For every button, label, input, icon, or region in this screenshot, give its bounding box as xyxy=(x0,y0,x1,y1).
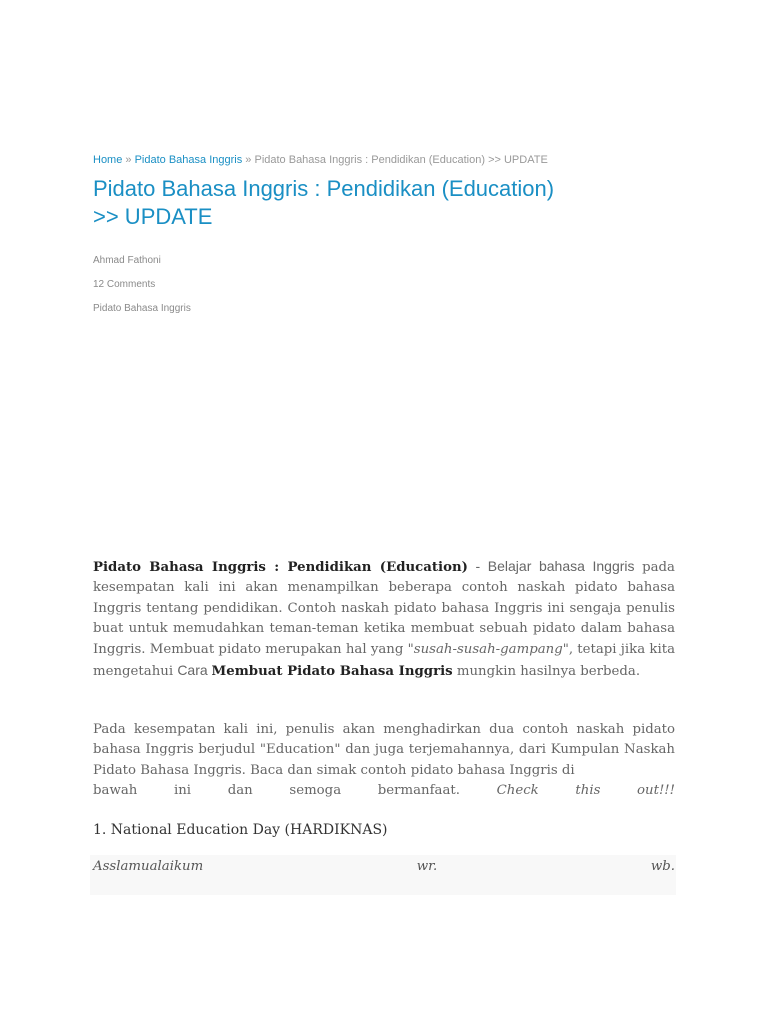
section-heading: 1. National Education Day (HARDIKNAS) xyxy=(93,822,388,838)
breadcrumb-current: Pidato Bahasa Inggris : Pendidikan (Education) >> UPDATE xyxy=(254,154,548,166)
breadcrumb xyxy=(93,154,548,166)
second-paragraph-text: Pada kesempatan kali ini, penulis akan menghadirkan dua contoh naskah pidato bahasa Inggris berjudul "Education" dan juga terjemahannya, dari Kumpulan Naskah Pidato Bahasa Inggris. Baca dan simak contoh pidato bahasa Inggris di xyxy=(93,722,675,778)
intro-bold-lead: Pidato Bahasa Inggris : Pendidikan (Education) xyxy=(93,560,468,575)
last-line-word: ini xyxy=(173,783,192,799)
intro-sans-text: - Belajar bahasa Inggris xyxy=(467,558,643,574)
author-link[interactable]: Ahmad Fathoni xyxy=(93,255,161,266)
category-link[interactable]: Pidato Bahasa Inggris xyxy=(93,303,191,314)
page-title-line2: >> UPDATE xyxy=(93,204,213,229)
last-line-word: bawah xyxy=(93,783,138,799)
speech-word: wb. xyxy=(650,859,675,874)
intro-sans-cara: Cara xyxy=(177,662,212,679)
second-paragraph xyxy=(93,720,675,802)
breadcrumb-separator: » xyxy=(245,154,252,166)
speech-word: Asslamualaikum xyxy=(93,859,204,874)
breadcrumb-separator: » xyxy=(125,154,132,166)
intro-italic: susah-susah-gampang xyxy=(413,641,563,657)
last-line-italic-word: out!!! xyxy=(637,783,675,799)
breadcrumb-home-link[interactable]: Home xyxy=(93,154,123,166)
last-line-italic-word: Check xyxy=(496,783,539,799)
last-line-italic-word: this xyxy=(575,783,601,799)
intro-text-b: ", tetapi jika kita mengetahui xyxy=(93,641,675,680)
last-line-word: semoga xyxy=(289,783,342,799)
page-title-line1: Pidato Bahasa Inggris : Pendidikan (Education) xyxy=(93,176,555,201)
speech-opening-line xyxy=(93,857,675,877)
intro-text-c: mungkin hasilnya berbeda. xyxy=(452,664,641,680)
second-paragraph-last-line xyxy=(93,781,675,801)
comments-link[interactable]: 12 Comments xyxy=(93,279,156,290)
intro-bold-link[interactable]: Membuat Pidato Bahasa Inggris xyxy=(211,664,453,680)
last-line-word: dan xyxy=(227,783,253,799)
breadcrumb-category-link[interactable]: Pidato Bahasa Inggris xyxy=(134,154,243,166)
speech-word: wr. xyxy=(416,859,438,874)
intro-paragraph xyxy=(93,556,675,682)
last-line-word: bermanfaat. xyxy=(377,783,460,799)
intro-text-a: pada kesempatan kali ini akan menampilkan beberapa contoh naskah pidato bahasa Inggris tentang pendidikan. Contoh naskah pidato bahasa Inggris ini sengaja penulis buat untuk memudahkan teman-teman ketika membuat sebuah pidato dalam bahasa Inggris. Membuat pidato merupakan hal yang " xyxy=(93,560,675,657)
page-title xyxy=(93,175,675,231)
